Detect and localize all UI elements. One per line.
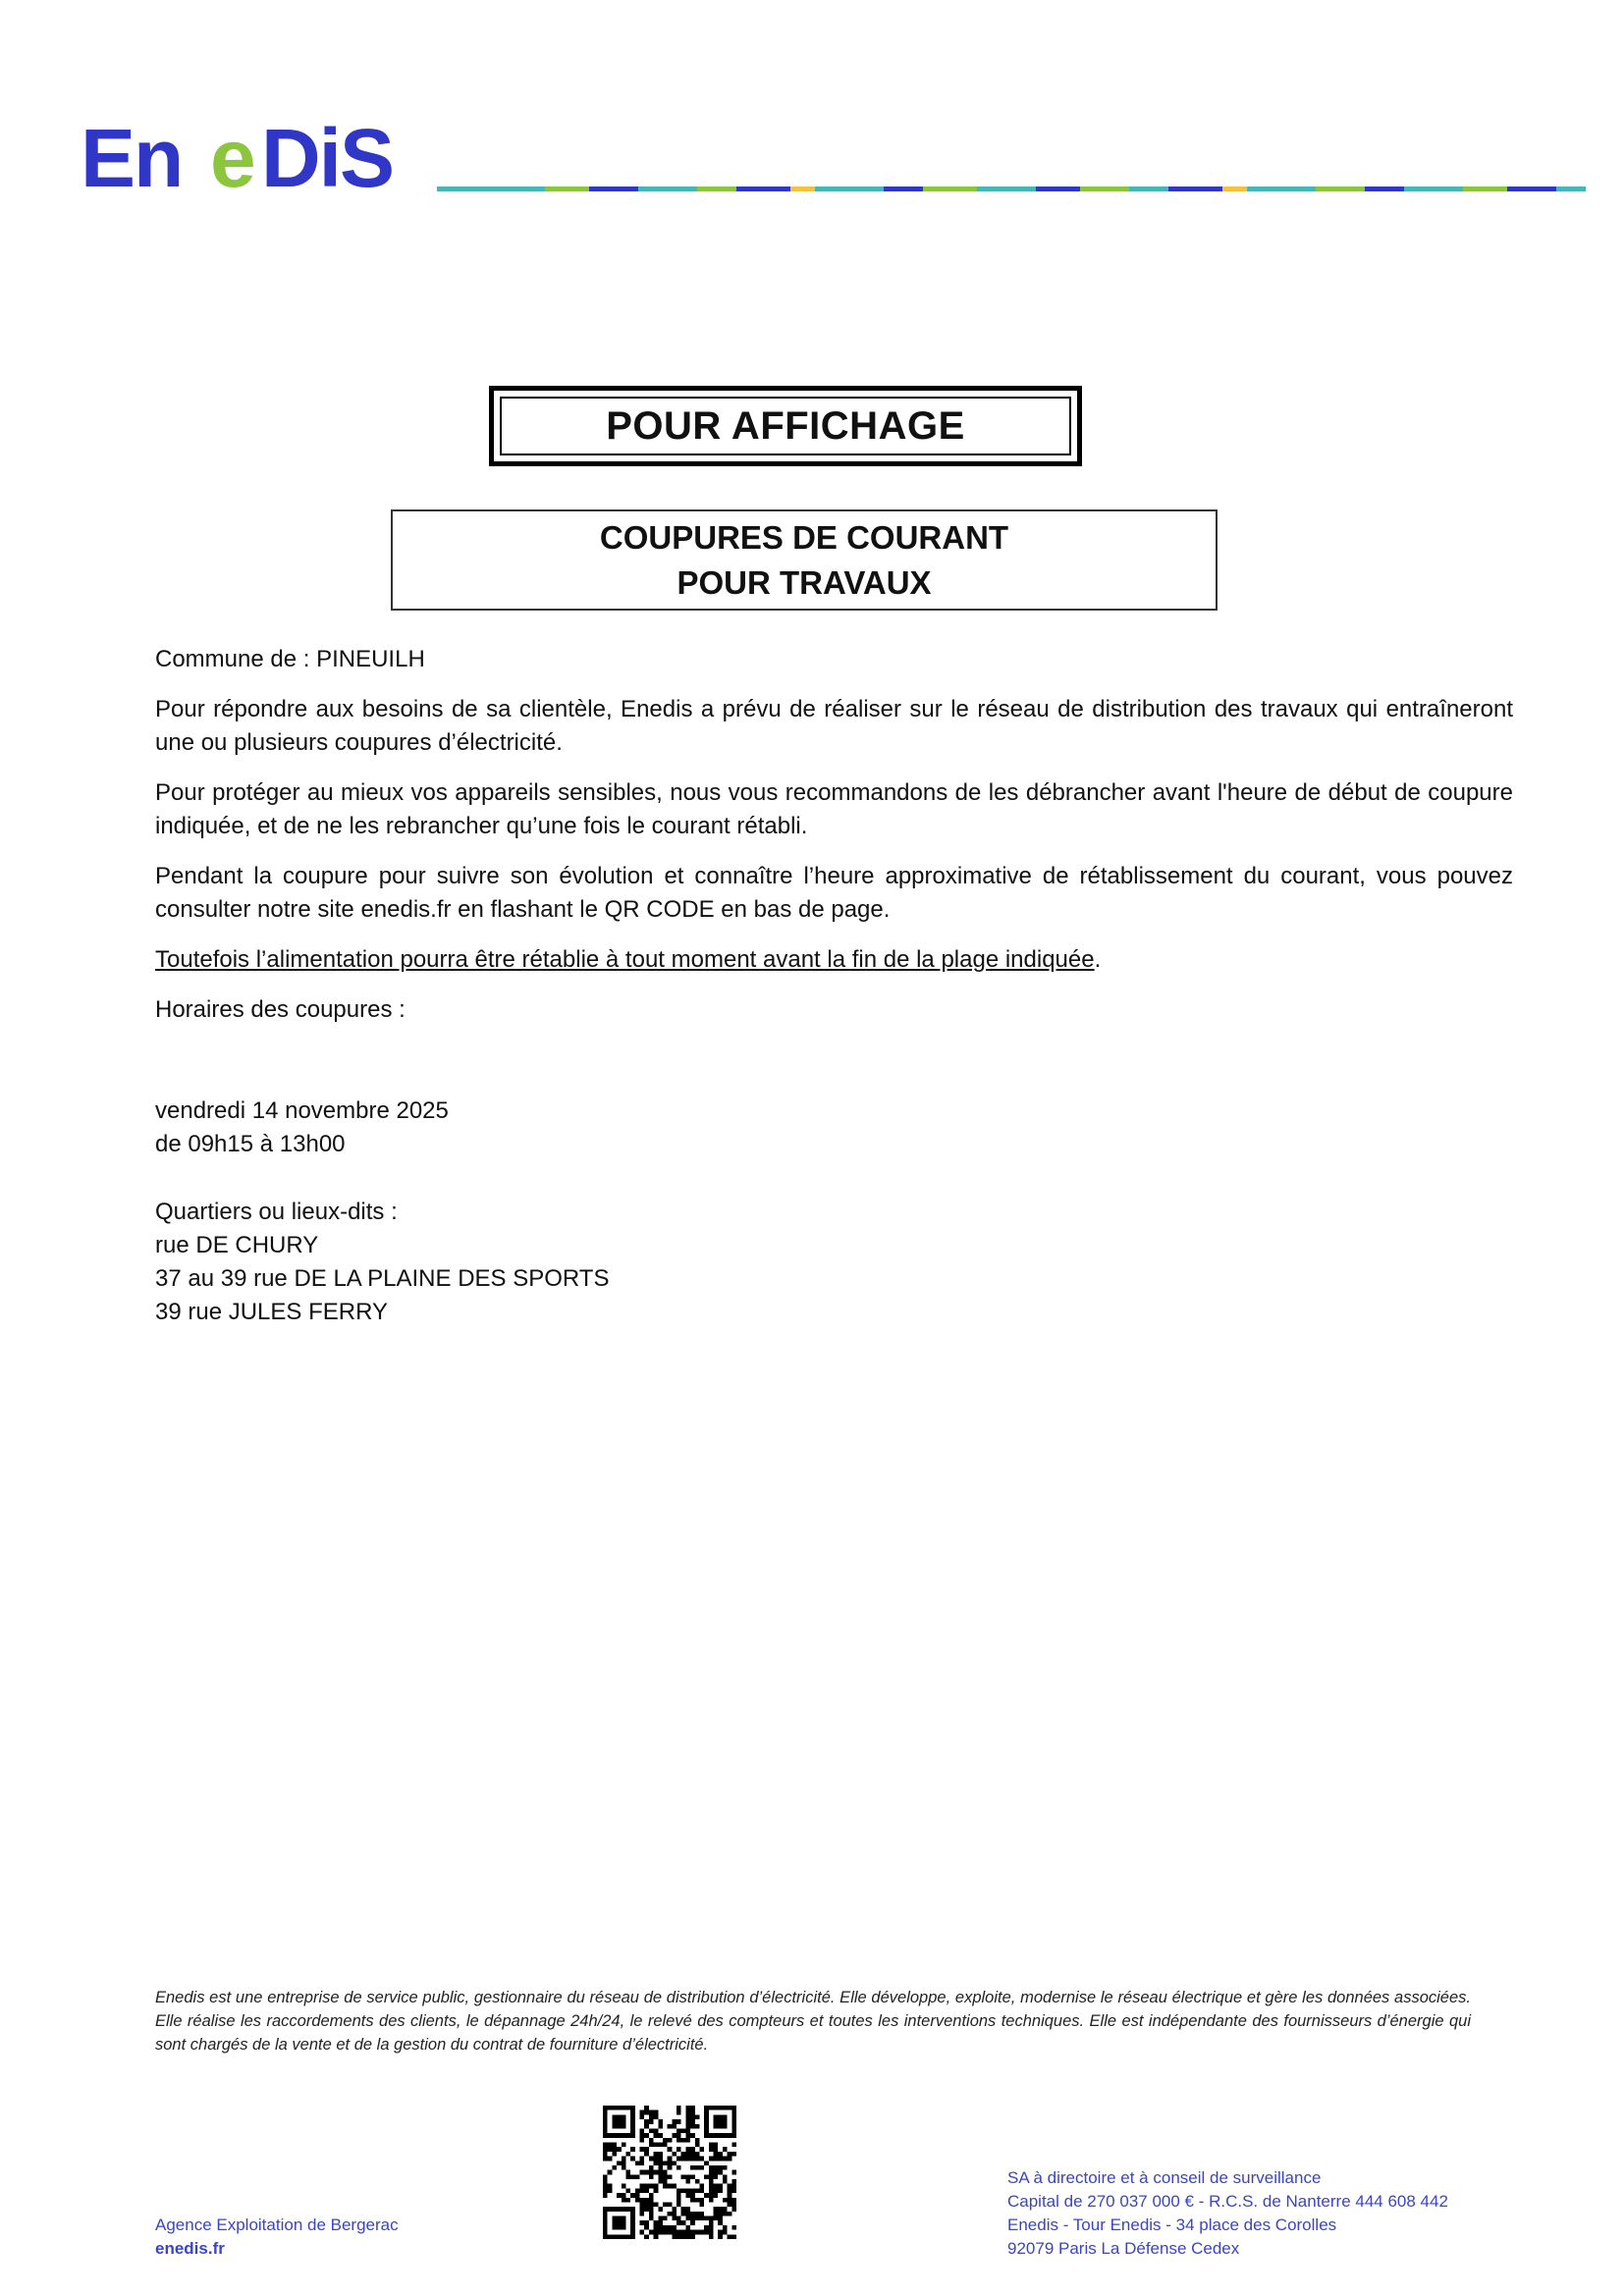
quartier-item: 37 au 39 rue DE LA PLAINE DES SPORTS — [155, 1265, 610, 1292]
warning-underlined: Toutefois l’alimentation pourra être rétablie à tout moment avant la fin de la plage indiquée — [155, 946, 1095, 973]
page-title: POUR AFFICHAGE — [500, 397, 1071, 455]
svg-text:DiS: DiS — [261, 118, 394, 196]
quartier-item: rue DE CHURY — [155, 1232, 319, 1258]
stripe-segment — [923, 187, 977, 191]
stripe-segment — [1080, 187, 1129, 191]
stripe-segment — [1365, 187, 1404, 191]
stripe-segment — [545, 187, 589, 191]
pour-affichage-box — [489, 386, 1082, 466]
stripe-segment — [977, 187, 1036, 191]
stripe-segment — [638, 187, 697, 191]
agency-name: Agence Exploitation de Bergerac — [155, 2216, 399, 2234]
company-line: Enedis - Tour Enedis - 34 place des Corolles — [1007, 2216, 1337, 2234]
coupures-heading-box — [391, 509, 1218, 611]
stripe-segment — [1222, 187, 1247, 191]
warning-line — [155, 943, 1513, 977]
company-info — [1007, 2166, 1448, 2261]
stripe-segment — [884, 187, 923, 191]
company-line: 92079 Paris La Défense Cedex — [1007, 2239, 1240, 2258]
stripe-segment — [1507, 187, 1556, 191]
svg-text:e: e — [210, 118, 256, 196]
stripe-segment — [697, 187, 736, 191]
paragraph-3: Pendant la coupure pour suivre son évolution et connaître l’heure approximative de rétablissement du courant, vous pouvez consulter notre site enedis.fr en flashant le QR CODE en bas de page. — [155, 863, 1513, 923]
stripe-segment — [790, 187, 815, 191]
svg-text:En: En — [81, 118, 183, 196]
stripe-segment — [736, 187, 790, 191]
stripe-segment — [1129, 187, 1168, 191]
enedis-logo — [79, 118, 422, 196]
warning-end: . — [1094, 946, 1102, 973]
footer-legal-text: Enedis est une entreprise de service public, gestionnaire du réseau de distribution d’électricité. Elle développe, exploite, modernise le réseau électrique et gère les données associées. Elle réalise les raccordements des clients, le dépannage 24h/24, le relevé des compteurs et toutes les interventions techniques. Elle est indépendante des fournisseurs d’énergie qui sont chargés de la vente et de la gestion du contrat de fourniture d’électricité. — [155, 1989, 1471, 2054]
heading-line-1: COUPURES DE COURANT — [599, 519, 1009, 556]
horaires-label: Horaires des coupures : — [155, 996, 406, 1023]
quartier-item: 39 rue JULES FERRY — [155, 1299, 388, 1325]
company-line: Capital de 270 037 000 € - R.C.S. de Nanterre 444 608 442 — [1007, 2192, 1448, 2211]
company-line: SA à directoire et à conseil de surveillance — [1007, 2168, 1322, 2187]
agency-block — [155, 2214, 399, 2261]
notice-body — [155, 643, 1513, 1027]
paragraph-2: Pour protéger au mieux vos appareils sensibles, nous vous recommandons de les débrancher avant l'heure de début de coupure indiquée, et de ne les rebrancher qu’une fois le courant rétabli. — [155, 779, 1513, 839]
stripe-segment — [1316, 187, 1365, 191]
stripe-segment — [1404, 187, 1463, 191]
outage-schedule — [155, 1095, 449, 1161]
paragraph-1: Pour répondre aux besoins de sa clientèle, Enedis a prévu de réaliser sur le réseau de distribution des travaux qui entraîneront une ou plusieurs coupures d’électricité. — [155, 696, 1513, 756]
outage-time: de 09h15 à 13h00 — [155, 1131, 346, 1157]
outage-date: vendredi 14 novembre 2025 — [155, 1097, 449, 1124]
stripe-segment — [1036, 187, 1080, 191]
stripe-segment — [437, 187, 545, 191]
stripe-segment — [1168, 187, 1222, 191]
heading-line-2: POUR TRAVAUX — [677, 564, 932, 601]
quartiers-label: Quartiers ou lieux-dits : — [155, 1199, 398, 1225]
stripe-segment — [1247, 187, 1316, 191]
website-link[interactable]: enedis.fr — [155, 2239, 225, 2258]
stripe-segment — [815, 187, 884, 191]
qr-code-icon[interactable] — [603, 2106, 736, 2239]
quartiers-list — [155, 1196, 609, 1329]
header-color-stripe — [437, 187, 1586, 191]
commune-line: Commune de : PINEUILH — [155, 646, 425, 672]
stripe-segment — [1556, 187, 1586, 191]
stripe-segment — [589, 187, 638, 191]
stripe-segment — [1463, 187, 1507, 191]
